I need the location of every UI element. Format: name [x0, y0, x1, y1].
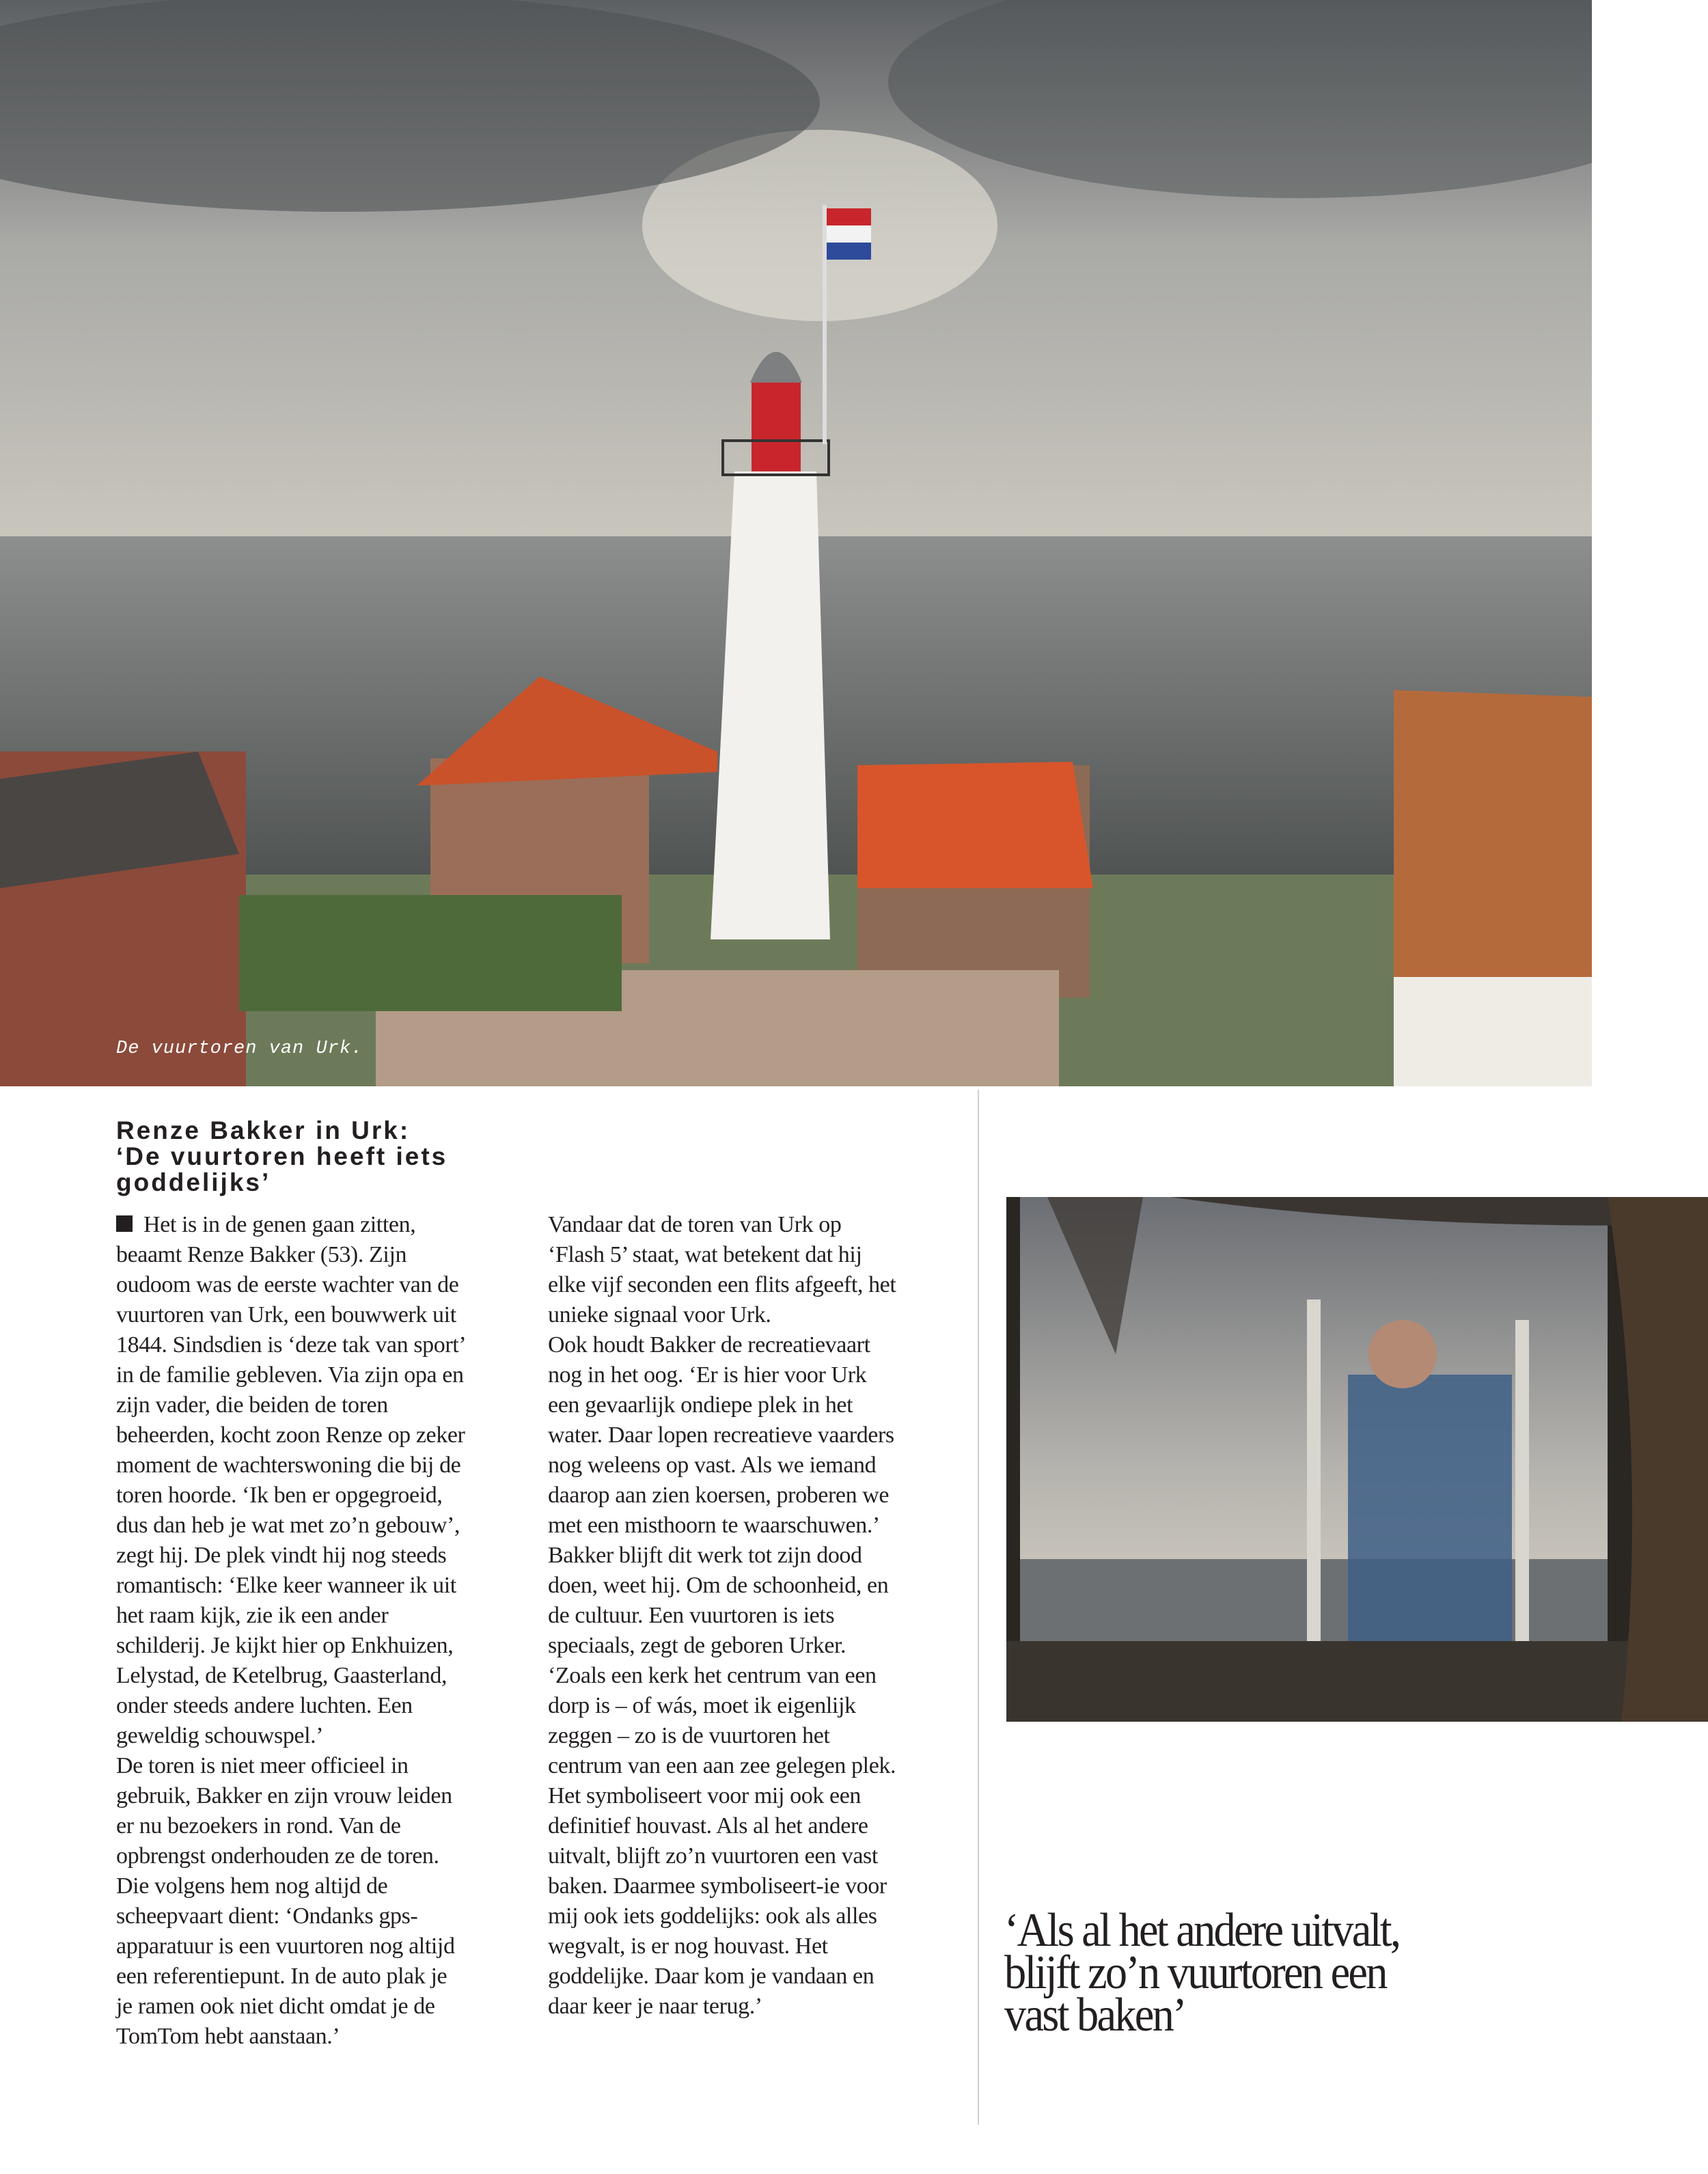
body-text-line: [116, 1871, 466, 1901]
body-text: romantisch: ‘Elke keer wanneer ik uit: [116, 1573, 456, 1598]
body-text: nog in het oog. ‘Er is hier voor Urk: [548, 1362, 867, 1388]
body-text: unieke signaal voor Urk.: [548, 1302, 771, 1327]
body-text: beaamt Renze Bakker (53). Zijn: [116, 1242, 407, 1267]
window-cleaning-photo: [1006, 1197, 1708, 1722]
body-text-line: [548, 1721, 896, 1751]
body-text: Lelystad, de Ketelbrug, Gaasterland,: [116, 1663, 447, 1688]
body-text: goddelijke. Daar kom je vandaan en: [548, 1964, 874, 1989]
body-text-line: [116, 1841, 466, 1871]
body-text: zegt hij. De plek vindt hij nog steeds: [116, 1543, 447, 1568]
body-text: schilderij. Je kijkt hier op Enkhuizen,: [116, 1633, 454, 1658]
body-text-line: [116, 1210, 466, 1240]
body-text-line: [548, 1601, 896, 1631]
body-text-line: [548, 1481, 896, 1511]
body-text: Die volgens hem nog altijd de: [116, 1873, 388, 1899]
body-text: doen, weet hij. Om de schoonheid, en: [548, 1573, 889, 1598]
pull-quote-line: blijft zo’n vuurtoren een: [1004, 1946, 1386, 1999]
body-text: ‘Zoals een kerk het centrum van een: [548, 1663, 877, 1688]
body-text-line: [548, 1661, 896, 1691]
photo-caption: De vuurtoren van Urk.: [116, 1038, 363, 1059]
body-text-line: [548, 1631, 896, 1661]
body-text-line: [116, 2022, 466, 2052]
body-text: elke vijf seconden een flits afgeeft, het: [548, 1272, 896, 1297]
body-text-line: [548, 1511, 896, 1541]
article-column-2: [548, 1210, 896, 2022]
body-text-line: [116, 1962, 466, 1992]
body-text-line: [116, 1721, 466, 1751]
pull-quote-line: ‘Als al het andere uitvalt,: [1004, 1904, 1400, 1957]
body-text: Ook houdt Bakker de recreatievaart: [548, 1332, 870, 1358]
body-text: uitvalt, blijft zo’n vuurtoren een vast: [548, 1843, 878, 1869]
body-text-line: [116, 1360, 466, 1390]
body-text-line: [548, 1992, 896, 2022]
pull-quote: [1004, 1904, 1400, 2041]
body-text: definitief houvast. Als al het andere: [548, 1813, 868, 1839]
body-text-line: [548, 1360, 896, 1390]
body-text: beheerden, kocht zoon Renze op zeker: [116, 1422, 465, 1448]
body-text-line: [548, 1811, 896, 1841]
body-text: apparatuur is een vuurtoren nog altijd: [116, 1934, 455, 1959]
body-text-line: [548, 1751, 896, 1781]
body-text: geweldig schouwspel.’: [116, 1723, 324, 1748]
column-divider: [978, 1090, 979, 2125]
headline-line: ‘De vuurtoren heeft iets: [116, 1142, 448, 1170]
body-text-line: [548, 1270, 896, 1300]
body-text-line: [548, 1541, 896, 1571]
body-text-line: [116, 1992, 466, 2022]
body-text: moment de wachterswoning die bij de: [116, 1453, 461, 1478]
body-text-line: [548, 1390, 896, 1420]
body-text-line: [548, 1691, 896, 1721]
body-text: daar keer je naar terug.’: [548, 1994, 762, 2019]
body-text-line: [116, 1631, 466, 1661]
body-text: wegvalt, is er nog houvast. Het: [548, 1934, 828, 1959]
body-text-line: [116, 1330, 466, 1360]
body-text-line: [548, 1571, 896, 1601]
body-text-line: [116, 1240, 466, 1270]
headline-line: goddelijks’: [116, 1168, 271, 1196]
body-text-line: [116, 1661, 466, 1691]
body-text-line: [116, 1450, 466, 1481]
body-text-line: [548, 1450, 896, 1481]
body-text: water. Daar lopen recreatieve vaarders: [548, 1422, 894, 1448]
body-text-line: [548, 1871, 896, 1901]
body-text: het raam kijk, zie ik een ander: [116, 1603, 389, 1628]
article-start-square-icon: [116, 1215, 133, 1232]
body-text-line: [548, 1300, 896, 1330]
body-text: speciaals, zegt de geboren Urker.: [548, 1633, 846, 1658]
body-text: de cultuur. Een vuurtoren is iets: [548, 1603, 835, 1628]
body-text-line: [116, 1811, 466, 1841]
body-text: Vandaar dat de toren van Urk op: [548, 1212, 842, 1237]
body-text: scheepvaart dient: ‘Ondanks gps-: [116, 1903, 418, 1929]
body-text: in de familie gebleven. Via zijn opa en: [116, 1362, 464, 1388]
body-text-line: [116, 1931, 466, 1962]
body-text-line: [116, 1691, 466, 1721]
body-text: vuurtoren van Urk, een bouwwerk uit: [116, 1302, 456, 1327]
pull-quote-line: vast baken’: [1004, 1989, 1185, 2041]
body-text-line: [116, 1601, 466, 1631]
body-text: een referentiepunt. In de auto plak je: [116, 1964, 447, 1989]
body-text-line: [116, 1541, 466, 1571]
body-text: oudoom was de eerste wachter van de: [116, 1272, 459, 1297]
body-text: baken. Daarmee symboliseert-ie voor: [548, 1873, 887, 1899]
body-text-line: [548, 1210, 896, 1240]
article-column-1: [116, 1210, 466, 2052]
body-text-line: [116, 1270, 466, 1300]
lighthouse-photo: [0, 0, 1592, 1086]
body-text-line: [116, 1781, 466, 1811]
body-text-line: [548, 1962, 896, 1992]
body-text: De toren is niet meer officieel in: [116, 1753, 409, 1778]
body-text: Het symboliseert voor mij ook een: [548, 1783, 861, 1808]
body-text-line: [116, 1300, 466, 1330]
body-text: dus dan heb je wat met zo’n gebouw’,: [116, 1513, 460, 1538]
body-text: gebruik, Bakker en zijn vrouw leiden: [116, 1783, 452, 1808]
body-text: zijn vader, die beiden de toren: [116, 1392, 388, 1418]
body-text-line: [116, 1571, 466, 1601]
body-text-line: [548, 1240, 896, 1270]
body-text: mij ook iets goddelijks: ook als alles: [548, 1903, 877, 1929]
body-text: ‘Flash 5’ staat, wat betekent dat hij: [548, 1242, 862, 1267]
headline-line: Renze Bakker in Urk:: [116, 1116, 411, 1144]
body-text-line: [548, 1420, 896, 1450]
body-text: er nu bezoekers in rond. Van de: [116, 1813, 401, 1839]
body-text: onder steeds andere luchten. Een: [116, 1693, 413, 1718]
body-text-line: [116, 1511, 466, 1541]
body-text: met een misthoorn te waarschuwen.’: [548, 1513, 880, 1538]
body-text-line: [116, 1901, 466, 1931]
body-text: zeggen – zo is de vuurtoren het: [548, 1723, 830, 1748]
body-text: TomTom hebt aanstaan.’: [116, 2024, 340, 2049]
body-text: centrum van een aan zee gelegen plek.: [548, 1753, 896, 1778]
body-text-line: [548, 1901, 896, 1931]
body-text-line: [116, 1481, 466, 1511]
body-text: nog weleens op vast. Als we iemand: [548, 1453, 877, 1478]
body-text: daarop aan zien koersen, proberen we: [548, 1483, 890, 1508]
body-text: toren hoorde. ‘Ik ben er opgegroeid,: [116, 1483, 443, 1508]
body-text: dorp is – of wás, moet ik eigenlijk: [548, 1693, 856, 1718]
body-text-line: [548, 1781, 896, 1811]
body-text: Het is in de genen gaan zitten,: [143, 1212, 416, 1237]
body-text-line: [548, 1841, 896, 1871]
body-text: Bakker blijft dit werk tot zijn dood: [548, 1543, 862, 1568]
body-text-line: [548, 1330, 896, 1360]
body-text: opbrengst onderhouden ze de toren.: [116, 1843, 439, 1869]
body-text-line: [116, 1420, 466, 1450]
body-text: 1844. Sindsdien is ‘deze tak van sport’: [116, 1332, 467, 1358]
body-text-line: [548, 1931, 896, 1962]
body-text-line: [116, 1751, 466, 1781]
body-text: een gevaarlijk ondiepe plek in het: [548, 1392, 853, 1418]
article-headline: [116, 1118, 540, 1196]
body-text: je ramen ook niet dicht omdat je de: [116, 1994, 435, 2019]
body-text-line: [116, 1390, 466, 1420]
